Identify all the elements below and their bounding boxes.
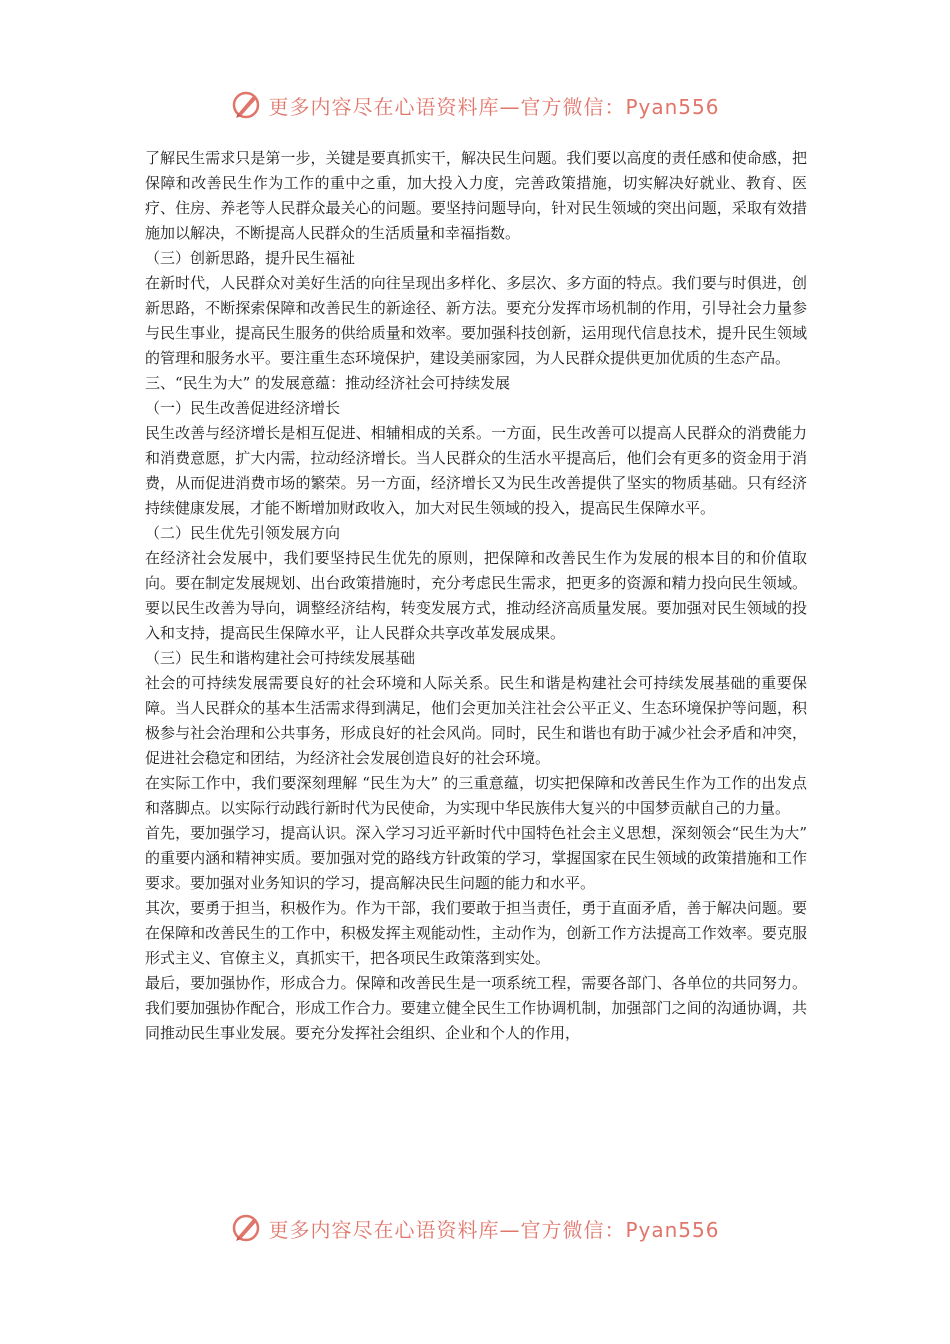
pen-logo-icon <box>230 1212 262 1244</box>
paragraph: 在实际工作中，我们要深刻理解 “民生为大” 的三重意蕴，切实把保障和改善民生作为工作的出发点和落脚点。以实际行动践行新时代为民使命，为实现中华民族伟大复兴的中国梦贡献自己的力量。 <box>145 774 807 817</box>
paragraph: 首先，要加强学习，提高认识。深入学习习近平新时代中国特色社会主义思想，深刻领会“民生为大” 的重要内涵和精神实质。要加强对党的路线方针政策的学习，掌握国家在民生领域的政策措施和工作要求。要加强对业务知识的学习，提高解决民生问题的能力和水平。 <box>145 824 807 892</box>
paragraph: 最后，要加强协作，形成合力。保障和改善民生是一项系统工程，需要各部门、各单位的共同努力。我们要加强协作配合，形成工作合力。要建立健全民生工作协调机制，加强部门之间的沟通协调，共同推动民生事业发展。要充分发挥社会组织、企业和个人的作用， <box>145 974 807 1042</box>
footer-banner <box>0 1208 950 1248</box>
paragraph: 其次，要勇于担当，积极作为。作为干部，我们要敢于担当责任，勇于直面矛盾，善于解决问题。要在保障和改善民生的工作中，积极发挥主观能动性，主动作为，创新工作方法提高工作效率。要克服形式主义、官僚主义，真抓实干，把各项民生政策落到实处。 <box>145 899 807 967</box>
document-body <box>145 146 807 1046</box>
section-heading: （一）民生改善促进经济增长 <box>145 399 341 417</box>
paragraph: 社会的可持续发展需要良好的社会环境和人际关系。民生和谐是构建社会可持续发展基础的重要保障。当人民群众的基本生活需求得到满足，他们会更加关注社会公平正义、生态环境保护等问题，积极参与社会治理和公共事务，形成良好的社会风尚。同时，民生和谐也有助于减少社会矛盾和冲突，促进社会稳定和团结，为经济社会发展创造良好的社会环境。 <box>145 674 807 767</box>
paragraph: 了解民生需求只是第一步，关键是要真抓实干，解决民生问题。我们要以高度的责任感和使命感，把保障和改善民生作为工作的重中之重，加大投入力度，完善政策措施，切实解决好就业、教育、医疗、住房、养老等人民群众最关心的问题。要坚持问题导向，针对民生领域的突出问题，采取有效措施加以解决，不断提高人民群众的生活质量和幸福指数。 <box>145 149 807 242</box>
paragraph: 民生改善与经济增长是相互促进、相辅相成的关系。一方面，民生改善可以提高人民群众的消费能力和消费意愿，扩大内需，拉动经济增长。当人民群众的生活水平提高后，他们会有更多的资金用于消费，从而促进消费市场的繁荣。另一方面，经济增长又为民生改善提供了坚实的物质基础。只有经济持续健康发展，才能不断增加财政收入，加大对民生领域的投入，提高民生保障水平。 <box>145 424 807 517</box>
chapter-heading: 三、“民生为大” 的发展意蕴：推动经济社会可持续发展 <box>145 374 511 392</box>
footer-banner-text: 更多内容尽在心语资料库—官方微信：Pyan556 <box>268 1217 720 1242</box>
header-banner-text: 更多内容尽在心语资料库—官方微信：Pyan556 <box>268 94 720 119</box>
paragraph: 在经济社会发展中，我们要坚持民生优先的原则，把保障和改善民生作为发展的根本目的和价值取向。要在制定发展规划、出台政策措施时，充分考虑民生需求，把更多的资源和精力投向民生领域。要以民生改善为导向，调整经济结构，转变发展方式，推动经济高质量发展。要加强对民生领域的投入和支持，提高民生保障水平，让人民群众共享改革发展成果。 <box>145 549 807 642</box>
section-heading: （三）创新思路，提升民生福祉 <box>145 249 356 267</box>
paragraph: 在新时代，人民群众对美好生活的向往呈现出多样化、多层次、多方面的特点。我们要与时俱进，创新思路，不断探索保障和改善民生的新途径、新方法。要充分发挥市场机制的作用，引导社会力量参与民生事业，提高民生服务的供给质量和效率。要加强科技创新，运用现代信息技术，提升民生领域的管理和服务水平。要注重生态环境保护，建设美丽家园，为人民群众提供更加优质的生态产品。 <box>145 274 807 367</box>
section-heading: （三）民生和谐构建社会可持续发展基础 <box>145 649 416 667</box>
header-banner <box>0 85 950 125</box>
section-heading: （二）民生优先引领发展方向 <box>145 524 341 542</box>
pen-logo-icon <box>230 89 262 121</box>
